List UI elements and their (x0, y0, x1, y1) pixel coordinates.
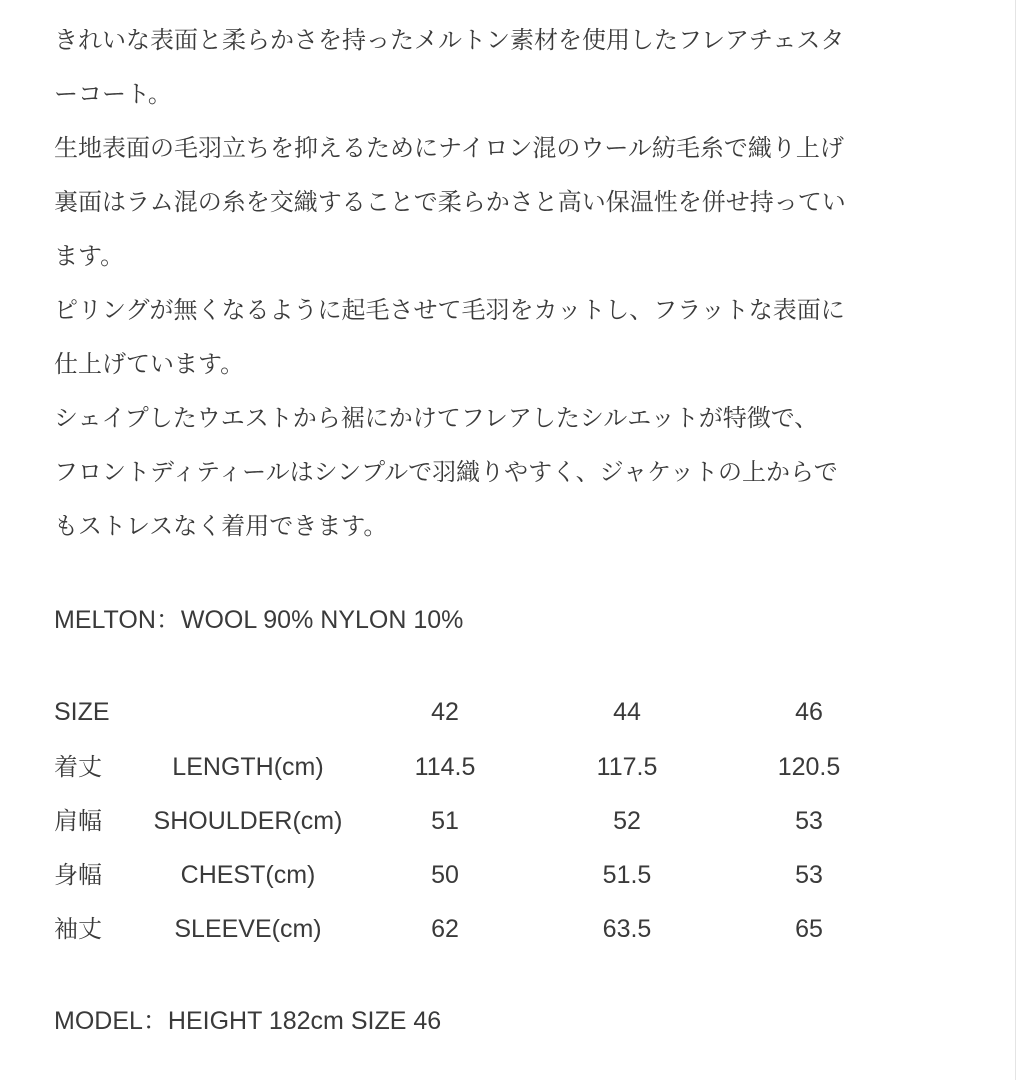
row-value: 52 (613, 807, 641, 835)
description-line: フロントディティールはシンプルで羽織りやすく、ジャケットの上からで (54, 458, 838, 486)
size-label: SIZE (54, 698, 110, 726)
description-line: きれいな表面と柔らかさを持ったメルトン素材を使用したフレアチェスタ (54, 26, 845, 54)
row-value: 117.5 (596, 753, 658, 781)
size-44: 44 (613, 698, 641, 726)
size-46: 46 (795, 698, 823, 726)
row-label-jp: 身幅 (54, 861, 102, 889)
row-value: 53 (795, 807, 823, 835)
row-value: 50 (431, 861, 459, 889)
row-value: 51.5 (602, 861, 652, 889)
material-composition: MELTON：WOOL 90% NYLON 10% (54, 606, 464, 634)
row-label-en: LENGTH(cm) (172, 753, 324, 781)
row-label-jp: 着丈 (54, 753, 102, 781)
description-line: もストレスなく着用できます。 (54, 512, 388, 540)
row-value: 65 (795, 915, 823, 943)
row-label-en: SHOULDER(cm) (153, 807, 343, 835)
description-line: ーコート。 (54, 80, 172, 108)
row-value: 114.5 (414, 753, 476, 781)
description-line: シェイプしたウエストから裾にかけてフレアしたシルエットが特徴で、 (54, 404, 819, 432)
description-line: 生地表面の毛羽立ちを抑えるためにナイロン混のウール紡毛糸で織り上げ (54, 134, 844, 162)
row-value: 62 (431, 915, 459, 943)
row-label-jp: 袖丈 (54, 915, 102, 943)
row-label-en: SLEEVE(cm) (174, 915, 322, 943)
model-info: MODEL：HEIGHT 182cm SIZE 46 (54, 1007, 442, 1035)
description-line: ピリングが無くなるように起毛させて毛羽をカットし、フラットな表面に (54, 296, 845, 324)
description-line: 仕上げています。 (54, 350, 245, 378)
row-label-en: CHEST(cm) (180, 861, 316, 889)
description-line: ます。 (54, 242, 125, 270)
right-border (1015, 0, 1016, 1080)
row-value: 120.5 (777, 753, 841, 781)
size-42: 42 (431, 698, 459, 726)
row-value: 63.5 (602, 915, 652, 943)
row-value: 51 (431, 807, 459, 835)
row-value: 53 (795, 861, 823, 889)
description-line: 裏面はラム混の糸を交織することで柔らかさと高い保温性を併せ持ってい (54, 188, 846, 216)
row-label-jp: 肩幅 (54, 807, 102, 835)
